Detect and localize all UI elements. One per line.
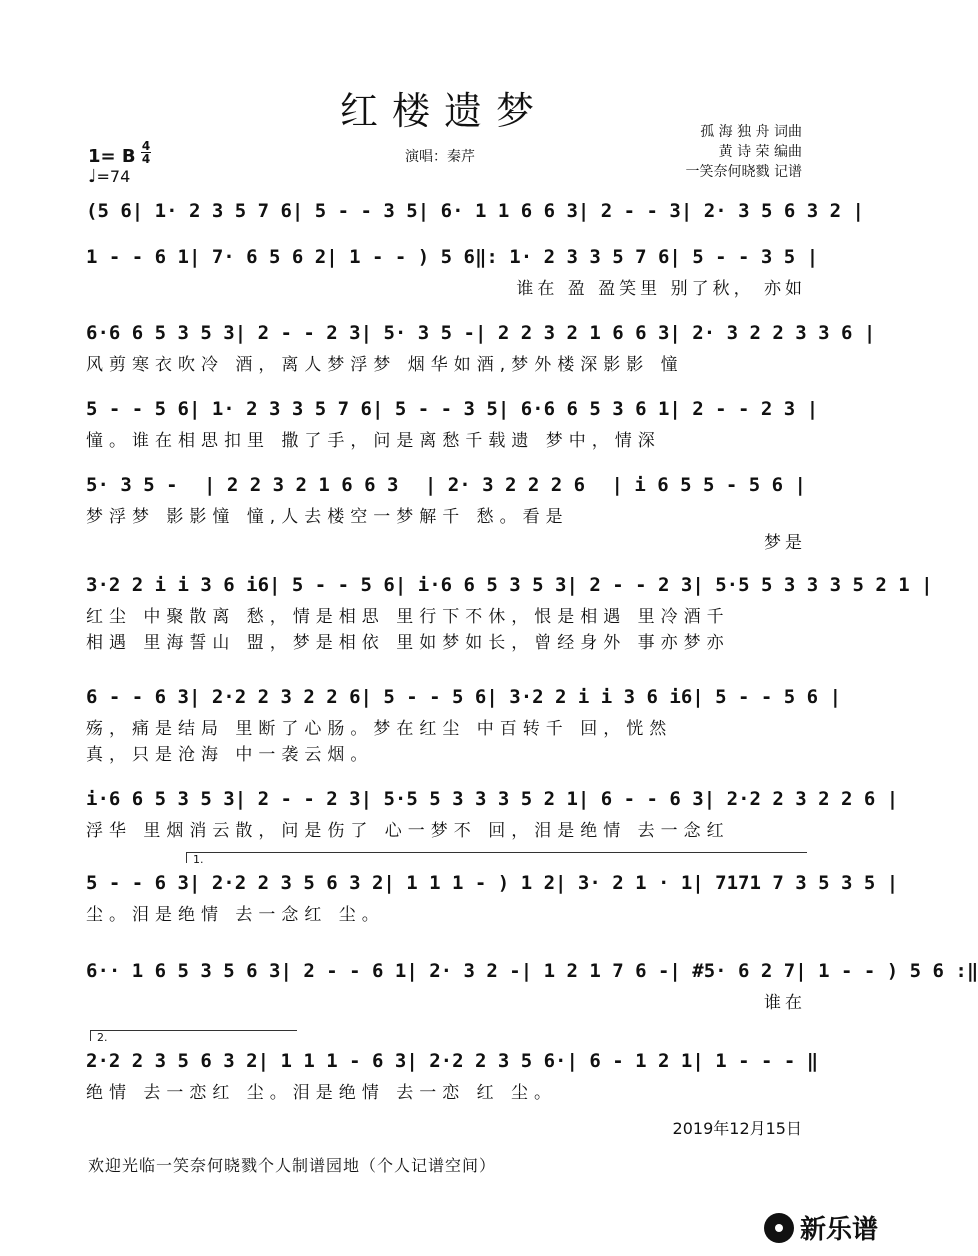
measure: 5 - - 5 6	[86, 398, 189, 420]
measure: 5· 3 5 -	[86, 474, 178, 496]
measure: | i 6 5 5 - 5 6 |	[611, 474, 806, 496]
score-row-3	[86, 316, 876, 376]
measure: | 5 - - 3 5 |	[669, 246, 819, 268]
measure: | 5 - - 5 6	[269, 574, 395, 596]
lyric-line: 梦浮梦 影影憧 憧,人去楼空一梦解千 愁。看是	[86, 507, 569, 527]
measure: | 5·5 5 3 3 3 5 2 1	[360, 788, 578, 810]
measure: | 1 1 1 - 6 3	[257, 1050, 407, 1072]
tempo-marking	[88, 166, 130, 187]
notation-line	[86, 866, 899, 900]
measure: | 2· 3 2 2 2 6	[424, 474, 586, 496]
song-title: 红楼遗梦	[339, 89, 548, 133]
measure: | 6·6 6 5 3 6 1	[497, 398, 670, 420]
measure: | 3·2 2 i i 3 6 i6	[486, 686, 693, 708]
measure: | 1 2 1 7 6 -	[520, 960, 670, 982]
measure: | 2 2 3 2 1 6 6 3	[474, 322, 670, 344]
measure: | 6 - 1 2 1	[566, 1050, 693, 1072]
score-row-10	[86, 954, 978, 1014]
measure: 6·· 1 6 5 3 5 6 3	[86, 960, 281, 982]
measure: | i·6 6 5 3 5 3	[394, 574, 567, 596]
site-logo	[764, 1209, 878, 1246]
score-row-11	[86, 1044, 819, 1104]
notation-line	[86, 468, 806, 502]
lyric-line: 浮华 里烟消云散，问是伤了 心一梦不 回，泪是绝情 去一念红	[86, 821, 730, 841]
lyric-line: 憧。谁在相思扣里 撒了手，问是离愁千载遗 梦中，情深	[86, 431, 661, 451]
notation-line	[86, 680, 842, 714]
lyric-line: 红尘 中聚散离 愁，情是相思 里行下不休，恨是相遇 里冷酒千	[86, 607, 730, 627]
notation-line	[86, 568, 933, 602]
score-row-1	[86, 194, 864, 228]
measure: | 2 - - 2 3	[234, 788, 361, 810]
tempo-value: =74	[96, 167, 131, 186]
notation-line	[86, 316, 876, 350]
measure: 1 - - 6 1	[86, 246, 189, 268]
lyric-line: 谁在 盈 盈笑里 别了秋， 亦如	[516, 279, 806, 299]
measure: | 2·2 2 3 5 6·	[406, 1050, 567, 1072]
measure: | 1· 2 3 5 7 6	[131, 200, 292, 222]
lyric-line: 殇，痛是结局 里断了心肠。梦在红尘 中百转千 回，恍然	[86, 719, 673, 739]
measure: | 6 - - 6 3	[577, 788, 704, 810]
measure: | 5 - - 3 5	[291, 200, 418, 222]
measure: | 2· 3 2 2 3 3 6 |	[669, 322, 876, 344]
score-row-6	[86, 568, 933, 654]
lyric-line: 风剪寒衣吹冷 酒，离人梦浮梦 烟华如酒,梦外楼深影影 憧	[86, 355, 684, 375]
volta-second-ending: 2.	[90, 1030, 297, 1041]
measure: | 5· 3 5 -	[360, 322, 475, 344]
measure: | 2 - - 2 3 |	[669, 398, 819, 420]
measure: | 7· 6 5 6 2	[188, 246, 327, 268]
score-row-5	[86, 468, 806, 554]
measure: | 6· 1 1 6 6 3	[417, 200, 578, 222]
measure: | 2·2 2 3 5 6 3 2	[188, 872, 384, 894]
credit-arranger: 黄 诗 荣 编曲	[718, 144, 802, 160]
measure: (5 6	[86, 200, 132, 222]
score-row-8	[86, 782, 899, 842]
measure: | 7171 7 3 5 3 5 |	[692, 872, 899, 894]
lyric-line-alt: 相遇 里海誓山 盟，梦是相依 里如梦如长，曾经身外 事亦梦亦	[86, 633, 730, 653]
measure: | 2· 3 5 6 3 2 |	[680, 200, 864, 222]
score-row-4	[86, 392, 819, 452]
notation-line	[86, 782, 899, 816]
singer-credit: 演唱：秦芹	[405, 149, 475, 165]
time-signature-top: 4	[141, 139, 151, 153]
lyric-line-alt: 真，只是沧海 中一袭云烟。	[86, 745, 374, 765]
quarter-note-icon: ♩	[88, 166, 97, 187]
measure: | 1· 2 3 3 5 7 6	[188, 398, 372, 420]
measure: | 2 - - 2 3	[234, 322, 361, 344]
transcription-date: 2019年12月15日	[672, 1119, 802, 1138]
time-signature	[141, 140, 151, 165]
measure: | 3· 2 1 · 1	[555, 872, 693, 894]
measure: | 5·5 5 3 3 3 5 2 1 |	[692, 574, 933, 596]
credits-block	[686, 122, 802, 182]
score-row-2	[86, 240, 819, 300]
measure: 6 - - 6 3	[86, 686, 189, 708]
lyric-line: 尘。泪是绝情 去一念红 尘。	[86, 905, 385, 925]
measure: | 1 - - ) 5 6	[326, 246, 475, 268]
key-signature: 1= B	[88, 146, 136, 167]
vinyl-disc-icon	[764, 1213, 794, 1243]
credit-transcriber: 一笑奈何晓戮 记谱	[685, 164, 802, 180]
measure: | 2· 3 2 -	[406, 960, 521, 982]
measure: | 1 - - - ‖	[692, 1050, 819, 1072]
measure: | 2 - - 2 3	[566, 574, 693, 596]
measure: 6·6 6 5 3 5 3	[86, 322, 235, 344]
lyric-line: 谁在	[764, 993, 806, 1013]
measure: ‖: 1· 2 3 3 5 7 6	[474, 246, 670, 268]
score-row-9	[86, 866, 899, 926]
measure: | 1 - - ) 5 6 :‖	[795, 960, 978, 982]
notation-line	[86, 240, 819, 274]
measure: | 2·2 2 3 2 2 6	[188, 686, 361, 708]
credit-lyrics-composer: 孤 海 独 舟 词曲	[700, 124, 802, 140]
measure: | 5 - - 5 6	[360, 686, 487, 708]
measure: | 5 - - 5 6 |	[692, 686, 842, 708]
measure: | 2 - - 3	[577, 200, 681, 222]
volta-first-ending: 1.	[186, 852, 807, 863]
lyric-line-alt: 梦是	[764, 533, 806, 553]
notation-line	[86, 954, 978, 988]
footer-note: 欢迎光临一笑奈何晓戮个人制谱园地（个人记谱空间）	[88, 1156, 497, 1175]
measure: | 2·2 2 3 2 2 6 |	[703, 788, 899, 810]
measure: 3·2 2 i i 3 6 i6	[86, 574, 270, 596]
measure: | 2 - - 6 1	[280, 960, 407, 982]
time-signature-bottom: 4	[141, 152, 151, 166]
score-row-7	[86, 680, 842, 766]
measure: i·6 6 5 3 5 3	[86, 788, 235, 810]
notation-line	[86, 392, 819, 426]
measure: | #5· 6 2 7	[669, 960, 796, 982]
logo-text: 新乐谱	[799, 1215, 878, 1245]
measure: | 2 2 3 2 1 6 6 3	[203, 474, 399, 496]
measure: | 1 1 1 - ) 1 2	[383, 872, 556, 894]
measure: 2·2 2 3 5 6 3 2	[86, 1050, 258, 1072]
measure: 5 - - 6 3	[86, 872, 189, 894]
measure: | 5 - - 3 5	[371, 398, 498, 420]
notation-line	[86, 194, 864, 228]
lyric-line: 绝情 去一恋红 尘。泪是绝情 去一恋 红 尘。	[86, 1083, 558, 1103]
notation-line	[86, 1044, 819, 1078]
